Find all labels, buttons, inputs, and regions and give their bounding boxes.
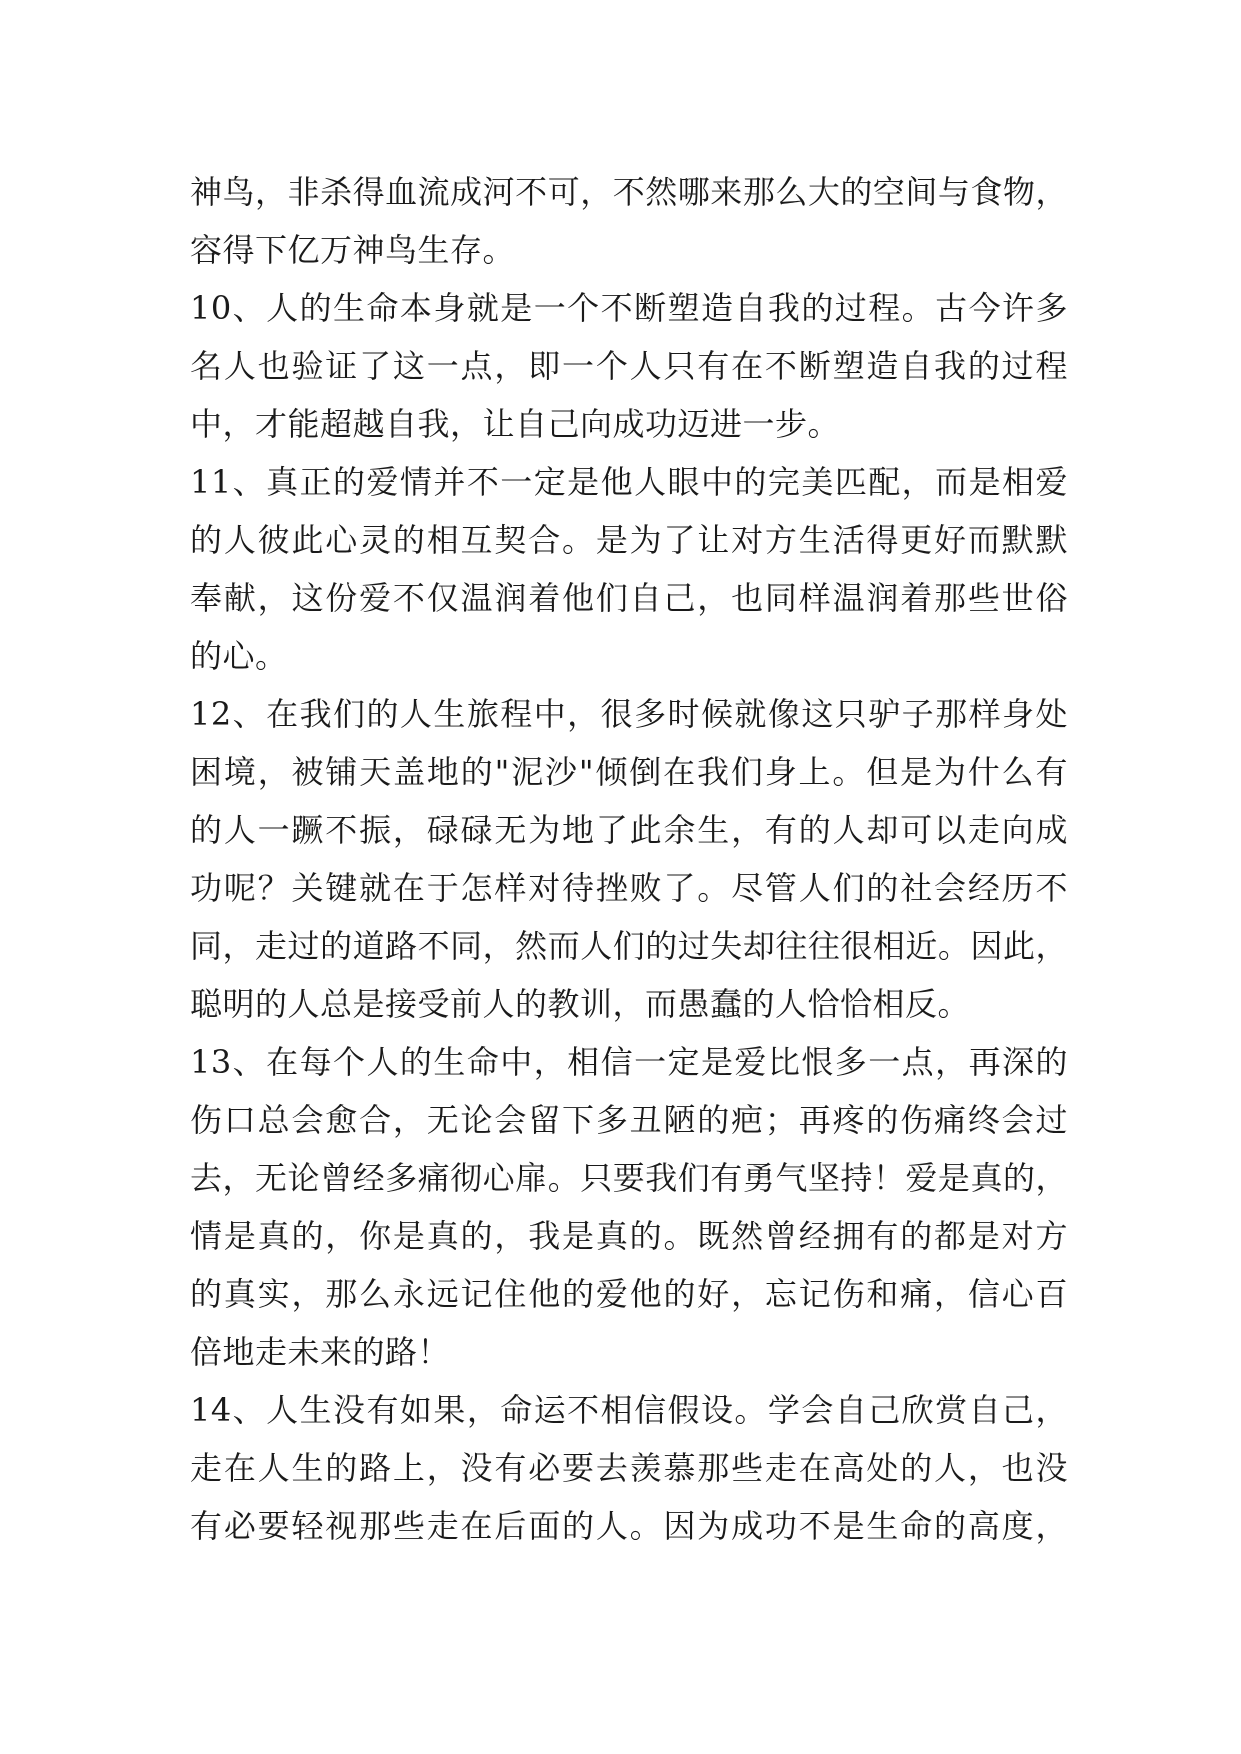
text-line: 功呢？关键就在于怎样对待挫败了。尽管人们的社会经历不 <box>190 869 1068 907</box>
text-line: 10、人的生命本身就是一个不断塑造自我的过程。古今许多 <box>190 289 1068 327</box>
text-line: 14、人生没有如果，命运不相信假设。学会自己欣赏自己， <box>190 1391 1068 1429</box>
text-line: 去，无论曾经多痛彻心扉。只要我们有勇气坚持！爱是真的， <box>190 1159 1068 1197</box>
text-line: 的心。 <box>190 637 288 675</box>
text-line: 有必要轻视那些走在后面的人。因为成功不是生命的高度， <box>190 1507 1068 1545</box>
text-line: 容得下亿万神鸟生存。 <box>190 231 516 269</box>
text-line: 困境，被铺天盖地的"泥沙"倾倒在我们身上。但是为什么有 <box>190 753 1068 791</box>
text-line: 11、真正的爱情并不一定是他人眼中的完美匹配，而是相爱 <box>190 463 1068 501</box>
text-line: 的人彼此心灵的相互契合。是为了让对方生活得更好而默默 <box>190 521 1068 559</box>
text-line: 的人一蹶不振，碌碌无为地了此余生，有的人却可以走向成 <box>190 811 1068 849</box>
text-line: 名人也验证了这一点，即一个人只有在不断塑造自我的过程 <box>190 347 1068 385</box>
text-line: 情是真的，你是真的，我是真的。既然曾经拥有的都是对方 <box>190 1217 1068 1255</box>
text-line: 的真实，那么永远记住他的爱他的好，忘记伤和痛，信心百 <box>190 1275 1068 1313</box>
text-line: 伤口总会愈合，无论会留下多丑陋的疤；再疼的伤痛终会过 <box>190 1101 1068 1139</box>
text-line: 12、在我们的人生旅程中，很多时候就像这只驴子那样身处 <box>190 695 1068 733</box>
text-line: 中，才能超越自我，让自己向成功迈进一步。 <box>190 405 841 443</box>
text-line: 奉献，这份爱不仅温润着他们自己，也同样温润着那些世俗 <box>190 579 1068 617</box>
text-line: 走在人生的路上，没有必要去羡慕那些走在高处的人，也没 <box>190 1449 1068 1487</box>
text-line: 倍地走未来的路！ <box>190 1333 451 1371</box>
text-line: 神鸟，非杀得血流成河不可，不然哪来那么大的空间与食物， <box>190 173 1068 211</box>
text-line: 同，走过的道路不同，然而人们的过失却往往很相近。因此， <box>190 927 1068 965</box>
document-body <box>190 163 1068 1555</box>
text-line: 13、在每个人的生命中，相信一定是爱比恨多一点，再深的 <box>190 1043 1068 1081</box>
text-line: 聪明的人总是接受前人的教训，而愚蠢的人恰恰相反。 <box>190 985 971 1023</box>
